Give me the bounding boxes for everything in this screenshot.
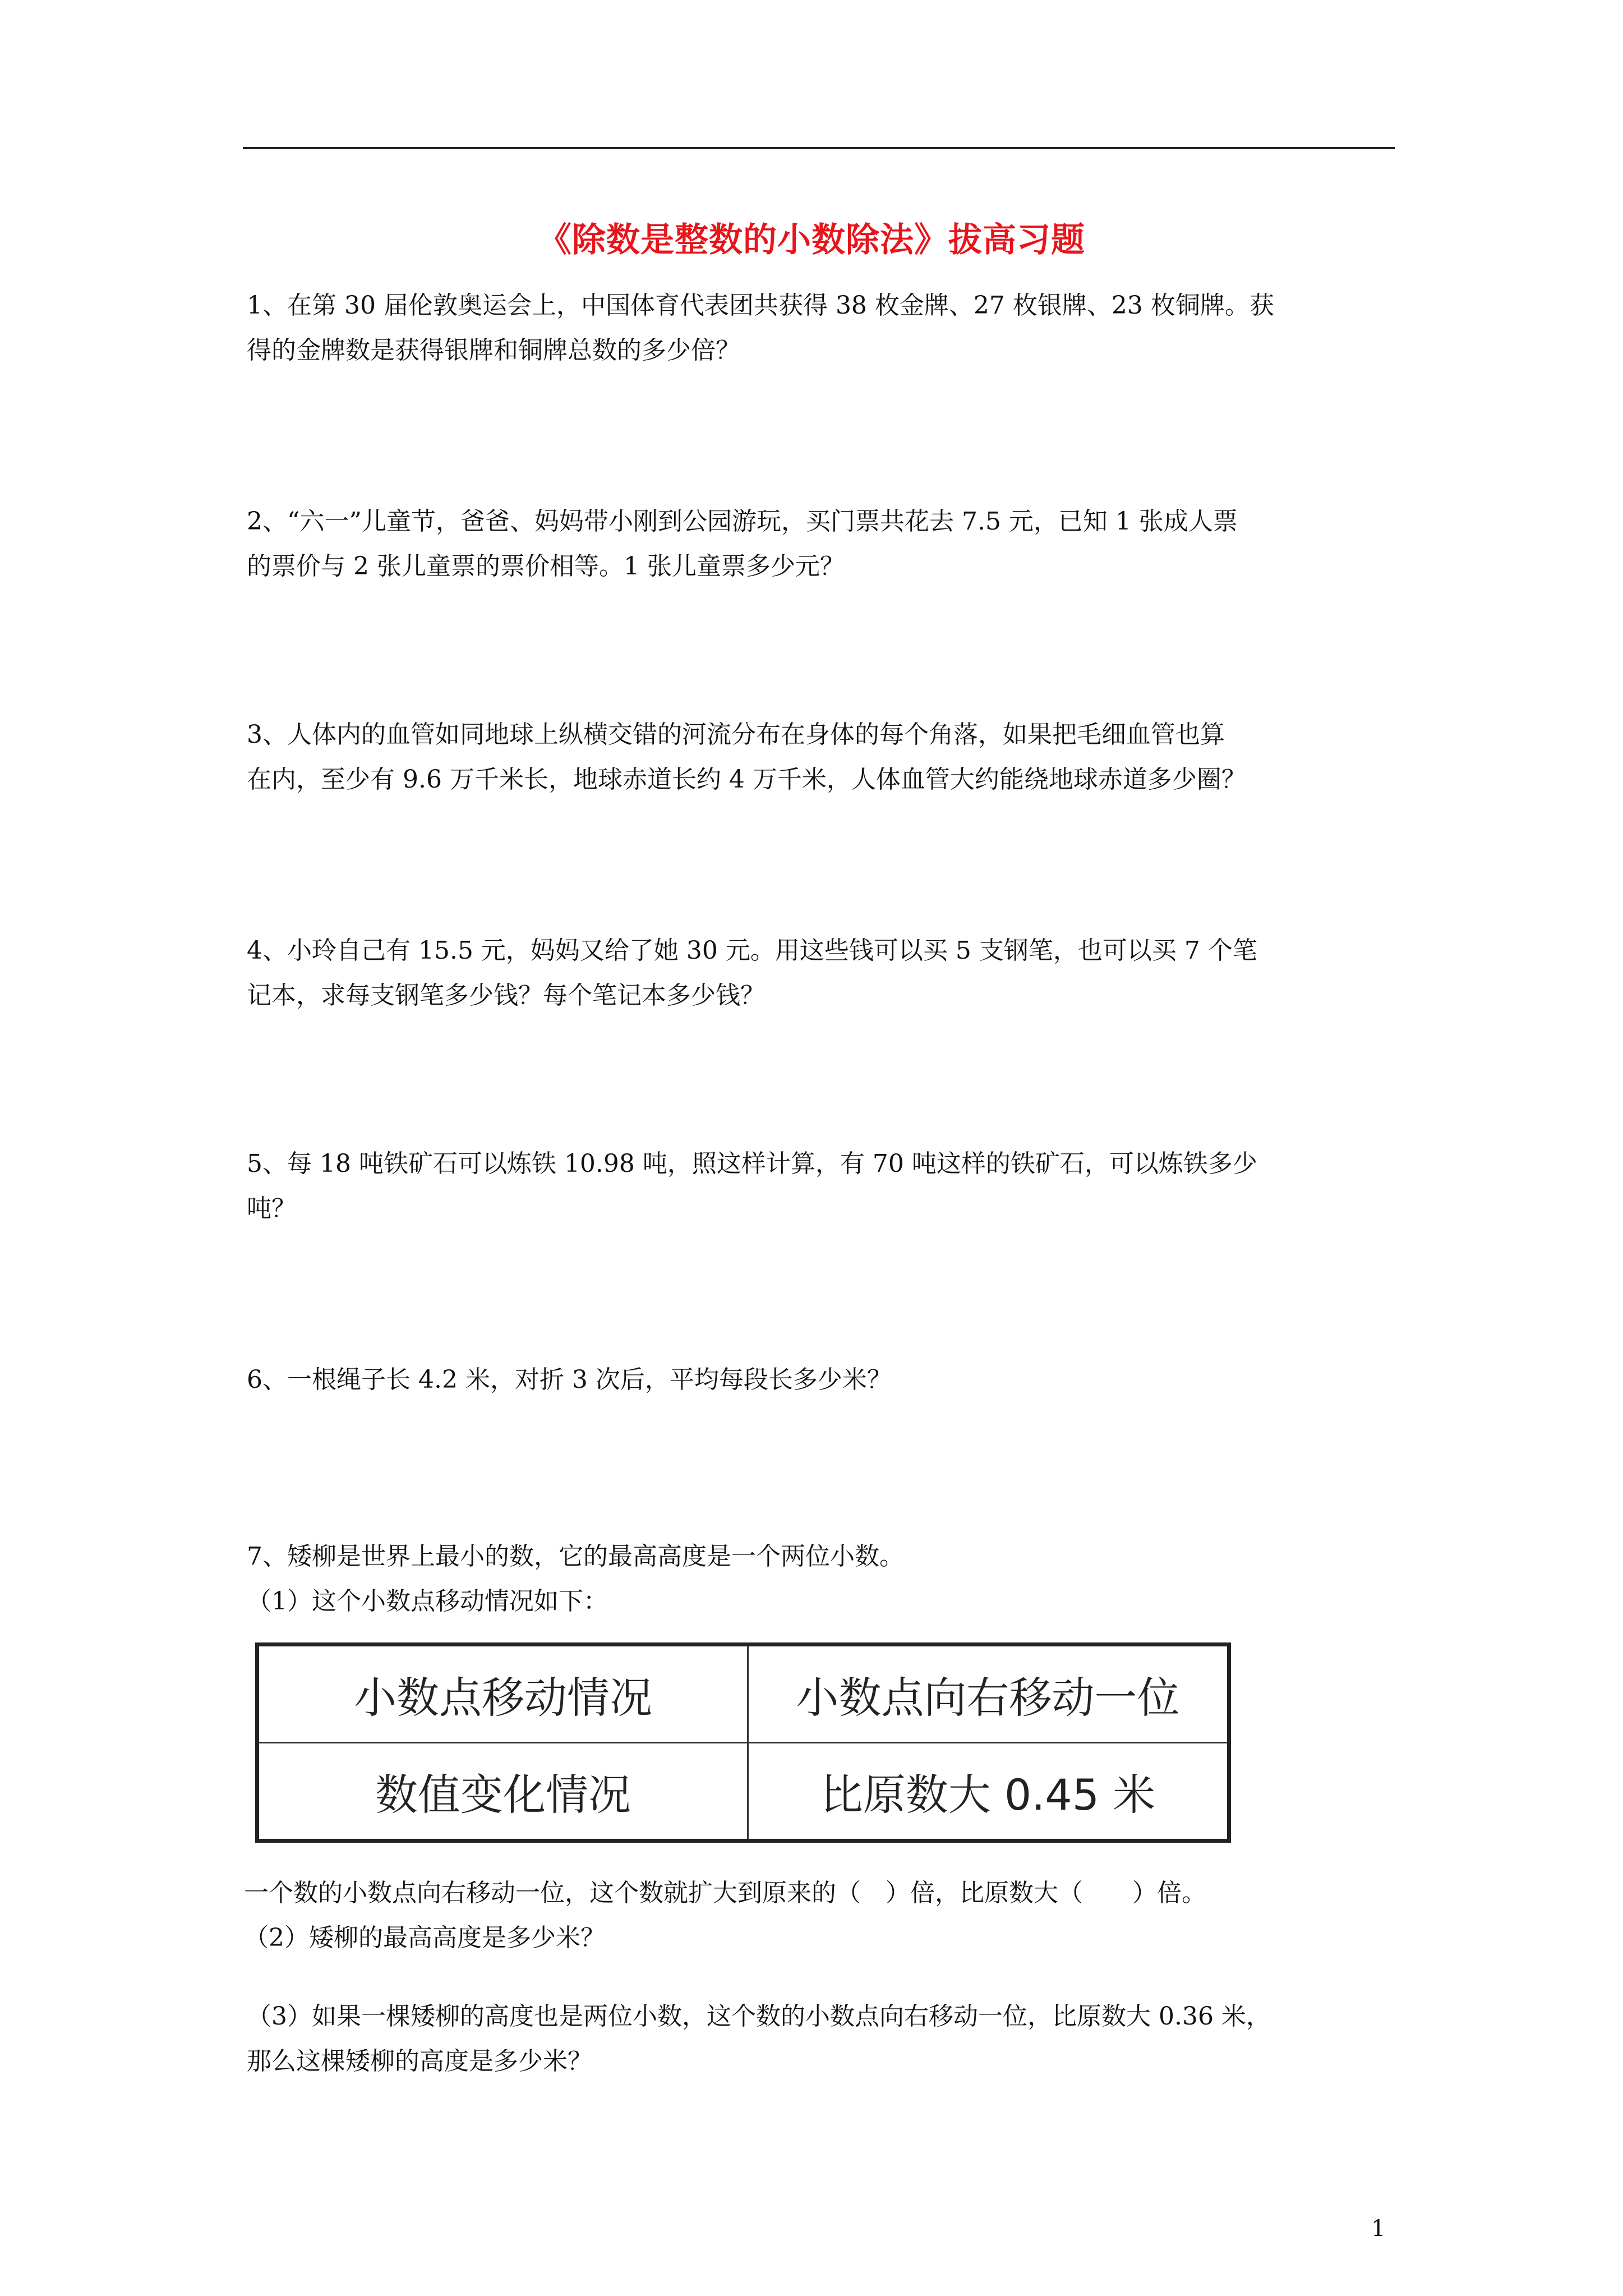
question-4-line-1: 4、小玲自己有 15.5 元，妈妈又给了她 30 元。用这些钱可以买 5 支钢笔，也可以买 7 个笔 bbox=[247, 936, 1257, 965]
table-cell-move-label: 小数点移动情况 bbox=[257, 1645, 748, 1743]
question-4 bbox=[247, 928, 1394, 1018]
question-2-line-1: 2、“六一”儿童节，爸爸、妈妈带小刚到公园游玩，买门票共花去 7.5 元，已知 1 张成人票 bbox=[247, 507, 1238, 536]
document-title: 《除数是整数的小数除法》拔高习题 bbox=[538, 220, 1085, 260]
question-3 bbox=[247, 712, 1394, 802]
question-2-line-2: 的票价与 2 张儿童票的票价相等。1 张儿童票多少元？ bbox=[247, 552, 845, 581]
question-7-head bbox=[247, 1534, 1394, 1624]
question-7-body bbox=[244, 1871, 1391, 1961]
header-rule bbox=[243, 147, 1395, 149]
question-5 bbox=[247, 1142, 1394, 1231]
table-cell-move-value: 小数点向右移动一位 bbox=[748, 1645, 1229, 1743]
question-7-sub3-line-1: （3）如果一棵矮柳的高度也是两位小数，这个数的小数点向右移动一位，比原数大 0.36 米， bbox=[247, 2002, 1271, 2031]
decimal-move-table bbox=[255, 1642, 1231, 1843]
question-4-line-2: 记本，求每支钢笔多少钱？每个笔记本多少钱？ bbox=[247, 981, 765, 1010]
page-number: 1 bbox=[1371, 2216, 1386, 2242]
question-1 bbox=[247, 283, 1394, 373]
question-6 bbox=[247, 1358, 1394, 1402]
table-cell-change-label: 数值变化情况 bbox=[257, 1743, 748, 1841]
table-row bbox=[257, 1743, 1229, 1841]
question-7-sub3-line-2: 那么这棵矮柳的高度是多少米？ bbox=[247, 2047, 592, 2076]
question-7-fill-line: 一个数的小数点向右移动一位，这个数就扩大到原来的（ ）倍，比原数大（ ）倍。 bbox=[244, 1879, 1206, 1907]
question-6-line-1: 6、一根绳子长 4.2 米，对折 3 次后，平均每段长多少米？ bbox=[247, 1365, 892, 1394]
table-cell-change-value: 比原数大 0.45 米 bbox=[748, 1743, 1229, 1841]
question-7-intro: 7、矮柳是世界上最小的数，它的最高高度是一个两位小数。 bbox=[247, 1542, 904, 1571]
question-3-line-1: 3、人体内的血管如同地球上纵横交错的河流分布在身体的每个角落，如果把毛细血管也算 bbox=[247, 720, 1225, 749]
question-1-line-1: 1、在第 30 届伦敦奥运会上，中国体育代表团共获得 38 枚金牌、27 枚银牌、23 枚铜牌。获 bbox=[247, 291, 1274, 320]
question-2 bbox=[247, 499, 1394, 589]
question-7-part-3 bbox=[247, 1994, 1394, 2084]
question-5-line-2: 吨？ bbox=[247, 1194, 296, 1223]
table-row bbox=[257, 1645, 1229, 1743]
question-1-line-2: 得的金牌数是获得银牌和铜牌总数的多少倍？ bbox=[247, 336, 740, 365]
question-3-line-2: 在内，至少有 9.6 万千米长，地球赤道长约 4 万千米，人体血管大约能绕地球赤道多少圈？ bbox=[247, 765, 1246, 794]
question-5-line-1: 5、每 18 吨铁矿石可以炼铁 10.98 吨，照这样计算，有 70 吨这样的铁矿石，可以炼铁多少 bbox=[247, 1149, 1257, 1178]
question-7-sub1: （1）这个小数点移动情况如下： bbox=[247, 1587, 608, 1616]
question-7-sub2: （2）矮柳的最高高度是多少米？ bbox=[244, 1924, 605, 1952]
